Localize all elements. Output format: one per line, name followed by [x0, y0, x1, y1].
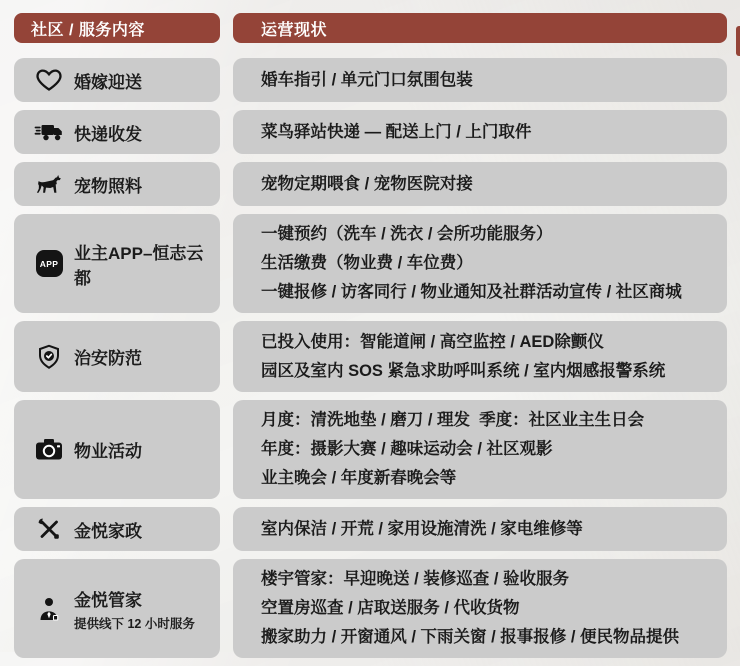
status-cell	[233, 58, 727, 102]
camera-icon	[34, 438, 64, 461]
status-cell	[233, 507, 727, 551]
table-row	[14, 507, 727, 551]
status-cell	[233, 321, 727, 392]
status-line: 年度：摄影大赛 / 趣味运动会 / 社区观影	[261, 440, 553, 458]
table-row	[14, 214, 727, 313]
service-cell-courier	[14, 110, 220, 154]
status-line: 已投入使用：智能道闸 / 高空监控 / AED除颤仪	[261, 332, 604, 351]
table-row	[14, 321, 727, 392]
truck-icon	[34, 120, 64, 144]
status-line: 业主晚会 / 年度新春晚会等	[261, 469, 457, 487]
status-line: 空置房巡查 / 店取送服务 / 代收货物	[261, 599, 520, 617]
status-line: 一键预约（洗车 / 洗衣 / 会所功能服务）	[261, 225, 553, 243]
status-line: 菜鸟驿站快递 — 配送上门 / 上门取件	[261, 122, 532, 141]
table-row	[14, 58, 727, 102]
heart-icon	[34, 68, 64, 92]
header-left-label: 社区 / 服务内容	[31, 21, 145, 39]
service-label-block	[74, 586, 195, 632]
status-cell	[233, 162, 727, 206]
status-line: 一键报修 / 访客同行 / 物业通知及社群活动宣传 / 社区商城	[261, 283, 682, 301]
service-label: 金悦管家	[74, 590, 142, 610]
status-line: 宠物定期喂食 / 宠物医院对接	[261, 174, 473, 193]
dog-icon	[34, 172, 64, 196]
table-row	[14, 110, 727, 154]
header-community-services	[14, 13, 220, 43]
shield-check-icon	[34, 344, 64, 370]
service-cell-activities	[14, 400, 220, 499]
service-label: 宠物照料	[74, 176, 142, 196]
service-sublabel: 提供线下 12 小时服务	[74, 616, 195, 631]
status-line: 园区及室内 SOS 紧急求助呼叫系统 / 室内烟感报警系统	[261, 361, 666, 380]
status-line: 生活缴费（物业费 / 车位费）	[261, 254, 473, 272]
service-label: 物业活动	[74, 442, 142, 461]
service-label: 治安防范	[74, 349, 142, 368]
app-badge-icon	[34, 250, 64, 277]
service-label: 业主APP–恒志云都	[74, 243, 204, 288]
service-cell-pets	[14, 162, 220, 206]
table-row	[14, 400, 727, 499]
status-line: 室内保洁 / 开荒 / 家用设施清洗 / 家电维修等	[261, 519, 583, 538]
status-cell	[233, 559, 727, 658]
service-label: 金悦家政	[74, 521, 142, 541]
status-cell	[233, 110, 727, 154]
status-line: 搬家助力 / 开窗通风 / 下雨关窗 / 报事报修 / 便民物品提供	[261, 628, 680, 646]
service-label: 快递收发	[74, 124, 142, 144]
service-cell-wedding	[14, 58, 220, 102]
service-cell-owner-app	[14, 214, 220, 313]
status-line: 楼宇管家：早迎晚送 / 装修巡查 / 验收服务	[261, 570, 570, 588]
crossed-tools-icon	[34, 516, 64, 542]
service-cell-security	[14, 321, 220, 392]
services-table	[14, 13, 727, 666]
status-line: 婚车指引 / 单元门口氛围包装	[261, 70, 473, 89]
service-cell-butler	[14, 559, 220, 658]
app-badge-text: APP	[36, 250, 63, 277]
table-header-row	[14, 13, 727, 43]
service-cell-housekeeping	[14, 507, 220, 551]
right-edge-column-sliver	[736, 26, 740, 56]
concierge-icon	[34, 595, 64, 623]
status-cell	[233, 214, 727, 313]
status-cell	[233, 400, 727, 499]
status-line: 月度：清洗地垫 / 磨刀 / 理发 季度：社区业主生日会	[261, 411, 645, 429]
header-right-label: 运营现状	[261, 21, 328, 39]
table-row	[14, 559, 727, 658]
table-row	[14, 162, 727, 206]
header-operation-status	[233, 13, 727, 43]
service-label: 婚嫁迎送	[74, 72, 142, 92]
